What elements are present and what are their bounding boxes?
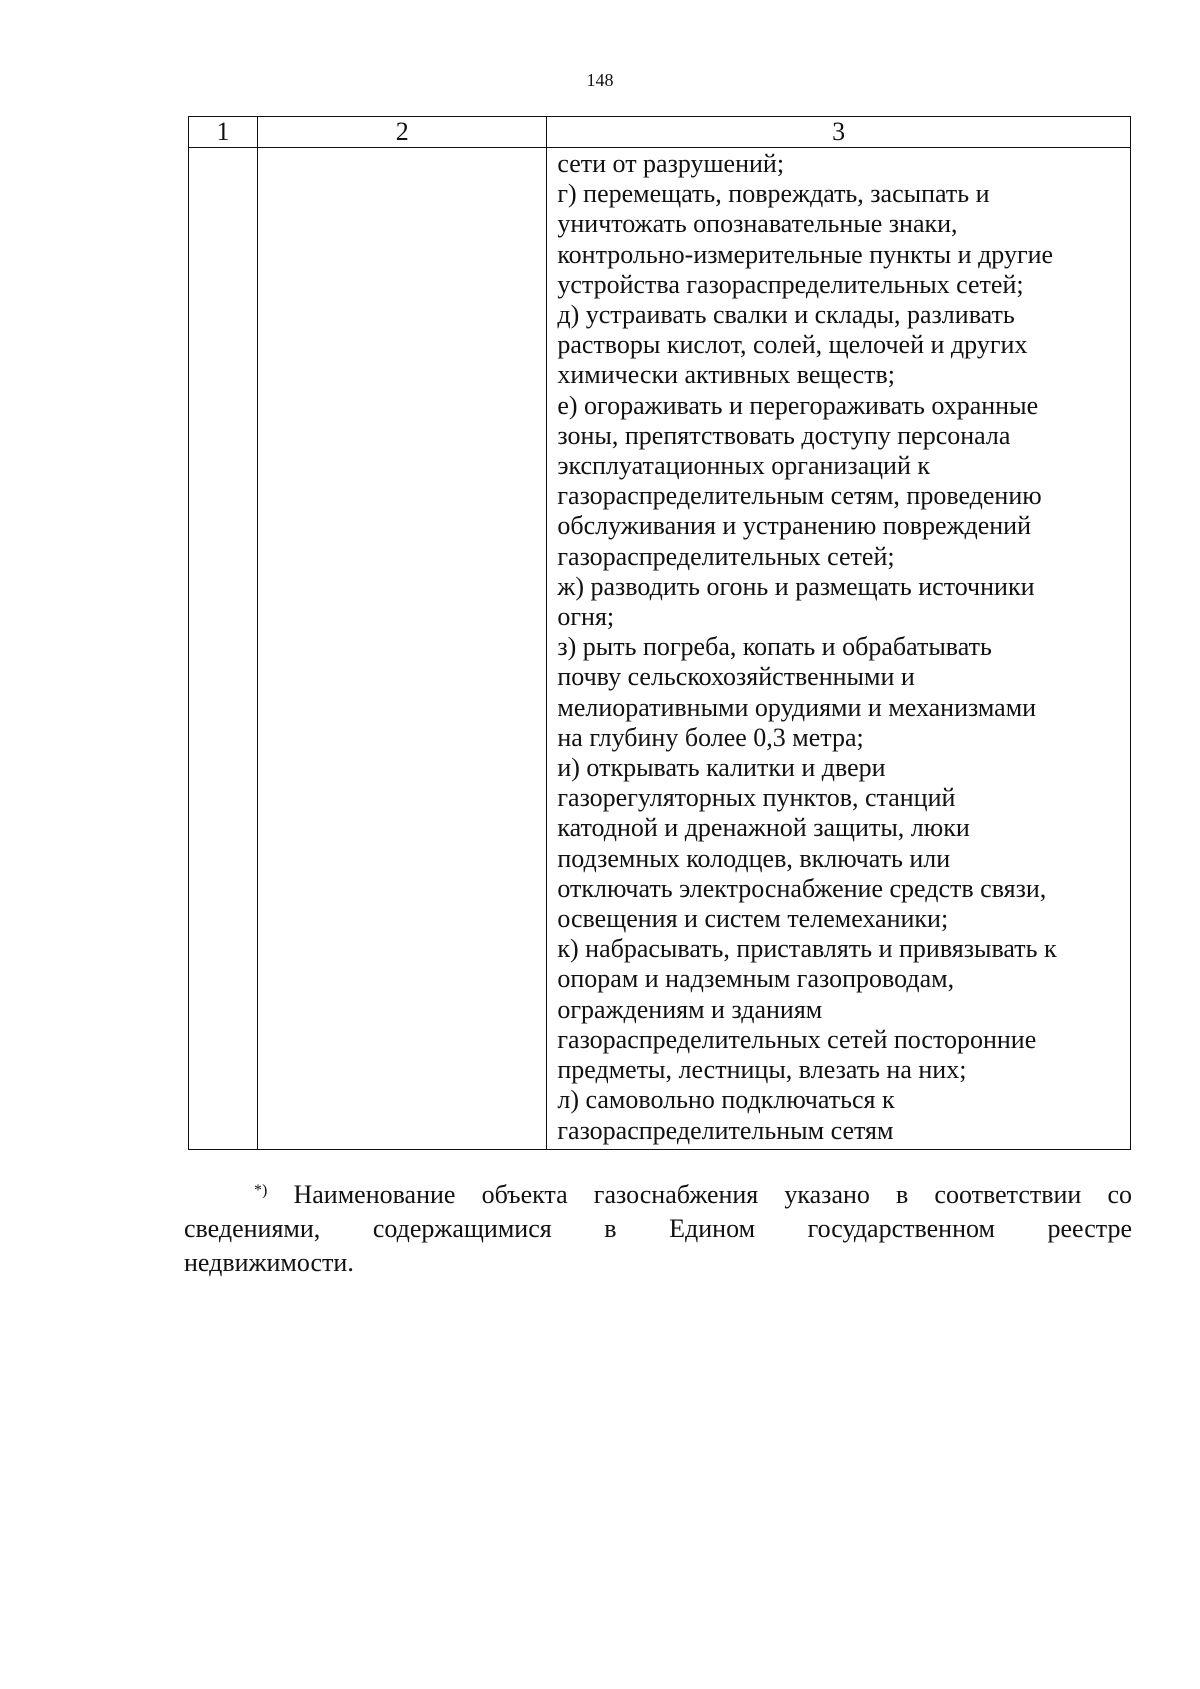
cell-text-line: на глубину более 0,3 метра; — [557, 722, 864, 752]
cell-text-line: обслуживания и устранению повреждений — [557, 511, 1031, 541]
column-header-3: 3 — [547, 117, 1131, 148]
cell-text-line: предметы, лестницы, влезать на них; — [557, 1055, 967, 1085]
cell-text-line: уничтожать опознавательные знаки, — [557, 209, 958, 239]
cell-text-line: газораспределительных сетей посторонние — [557, 1024, 1037, 1054]
cell-text-line: растворы кислот, солей, щелочей и других — [557, 330, 1028, 360]
footnote-line: сведениями, содержащимися в Едином государственном реестре — [184, 1214, 1132, 1243]
cell-text-line: и) открывать калитки и двери — [557, 753, 886, 783]
column-header-1: 1 — [189, 117, 258, 148]
cell-text-line: катодной и дренажной защиты, люки — [557, 813, 970, 843]
footnote-text: Наименование объекта газоснабжения указано в соответствии со — [293, 1180, 1133, 1209]
page-number: 148 — [586, 70, 614, 90]
cell-text-line: опорам и надземным газопроводам, — [557, 964, 955, 994]
cell-text-line: эксплуатационных организаций к — [557, 451, 931, 481]
cell-text-line: подземных колодцев, включать или — [557, 843, 951, 873]
cell-text-line: г) перемещать, повреждать, засыпать и — [557, 179, 990, 209]
table-cell-col2 — [258, 148, 547, 1150]
table-header-row — [189, 117, 1131, 148]
table-cell-col1 — [189, 148, 258, 1150]
cell-text-line: з) рыть погреба, копать и обрабатывать — [557, 632, 992, 662]
cell-text-line: ограждениям и зданиям — [557, 994, 823, 1024]
cell-text-line: отключать электроснабжение средств связи, — [557, 873, 1047, 903]
cell-text-line: д) устраивать свалки и склады, разливать — [557, 300, 1015, 330]
cell-text-line: е) огораживать и перегораживать охранные — [557, 390, 1039, 420]
cell-text-line: зоны, препятствовать доступу персонала — [557, 420, 1011, 450]
table-cell-col3 — [547, 148, 1131, 1150]
cell-text-line: почву сельскохозяйственными и — [557, 662, 915, 692]
cell-text-line: газораспределительным сетям, проведению — [557, 481, 1042, 511]
column-header-2: 2 — [258, 117, 547, 148]
cell-text-line: газораспределительных сетей; — [557, 541, 895, 571]
cell-text-line: газорегуляторных пунктов, станций — [557, 783, 956, 813]
cell-text-line: мелиоративными орудиями и механизмами — [557, 692, 1037, 722]
table-row — [189, 148, 1131, 1150]
cell-text-line: химически активных веществ; — [557, 360, 896, 390]
cell-text-line: газораспределительным сетям — [557, 1115, 894, 1145]
cell-text-line: контрольно-измерительные пункты и другие — [557, 239, 1054, 269]
footnote-line — [184, 1178, 1132, 1212]
cell-text-line: освещения и систем телемеханики; — [557, 904, 949, 934]
footnote-line: недвижимости. — [184, 1248, 354, 1277]
cell-text-line: устройства газораспределительных сетей; — [557, 269, 1024, 299]
footnote-marker: *) — [254, 1182, 268, 1199]
footnote — [184, 1178, 1132, 1280]
cell-text-line: к) набрасывать, приставлять и привязывать к — [557, 934, 1057, 964]
cell-text-line: ж) разводить огонь и размещать источники — [557, 571, 1035, 601]
cell-text-line: огня; — [557, 602, 615, 632]
cell-text-line: сети от разрушений; — [557, 149, 785, 178]
cell-text-line: л) самовольно подключаться к — [557, 1085, 895, 1115]
document-table — [188, 116, 1131, 1150]
